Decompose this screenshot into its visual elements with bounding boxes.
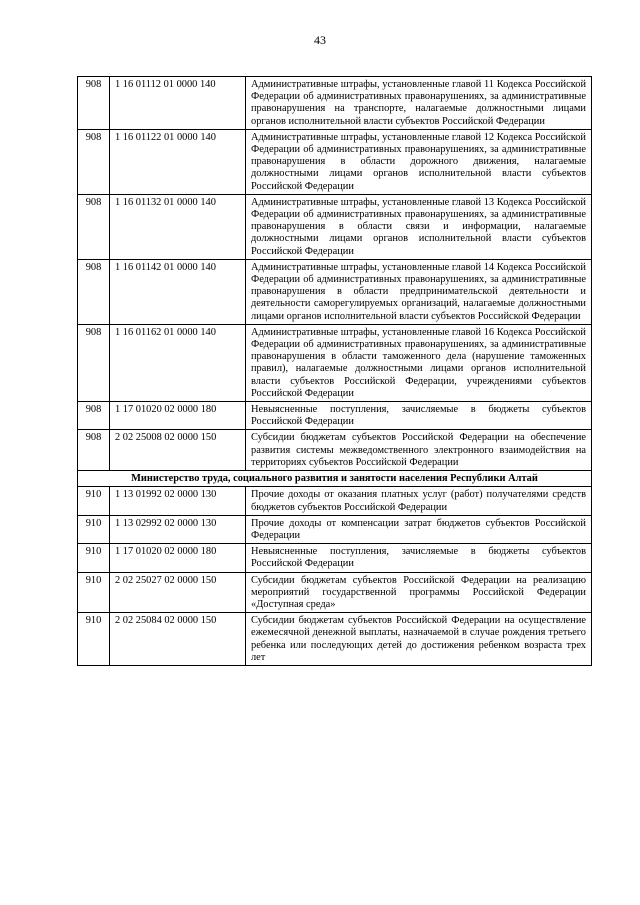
budget-code: 1 16 01142 01 0000 140 <box>110 259 246 324</box>
table-row <box>78 77 592 130</box>
table-row <box>78 544 592 572</box>
table-row <box>78 515 592 543</box>
revenue-description: Субсидии бюджетам субъектов Российской Федерации на реализацию мероприятий государственной программы Российской Федерации «Доступная среда» <box>246 572 592 613</box>
table-row <box>78 613 592 666</box>
budget-code: 2 02 25008 02 0000 150 <box>110 430 246 471</box>
budget-code: 1 16 01122 01 0000 140 <box>110 129 246 194</box>
revenue-description: Невыясненные поступления, зачисляемые в бюджеты субъектов Российской Федерации <box>246 544 592 572</box>
admin-code: 910 <box>78 515 110 543</box>
table-row <box>78 194 592 259</box>
admin-code: 908 <box>78 194 110 259</box>
revenue-description: Прочие доходы от оказания платных услуг (работ) получателями средств бюджетов субъектов Российской Федерации <box>246 487 592 515</box>
admin-code: 908 <box>78 259 110 324</box>
admin-code: 908 <box>78 324 110 401</box>
revenue-codes-table <box>77 76 592 666</box>
budget-code: 1 16 01132 01 0000 140 <box>110 194 246 259</box>
budget-code: 1 13 01992 02 0000 130 <box>110 487 246 515</box>
admin-code: 910 <box>78 572 110 613</box>
admin-code: 910 <box>78 544 110 572</box>
budget-code: 1 17 01020 02 0000 180 <box>110 544 246 572</box>
admin-code: 908 <box>78 430 110 471</box>
table-row <box>78 430 592 471</box>
budget-code: 1 16 01162 01 0000 140 <box>110 324 246 401</box>
revenue-description: Административные штрафы, установленные главой 14 Кодекса Российской Федерации об административных правонарушениях, за административные правонарушения в области предпринимательской деятельности и деятельности саморегулируемых организаций, налагаемые должностными лицами органов исполнительной власти субъектов Российской Федерации <box>246 259 592 324</box>
admin-code: 908 <box>78 77 110 130</box>
revenue-description: Невыясненные поступления, зачисляемые в бюджеты субъектов Российской Федерации <box>246 402 592 430</box>
admin-code: 910 <box>78 613 110 666</box>
admin-code: 908 <box>78 129 110 194</box>
budget-code: 2 02 25084 02 0000 150 <box>110 613 246 666</box>
budget-code: 1 13 02992 02 0000 130 <box>110 515 246 543</box>
table-row <box>78 324 592 401</box>
revenue-description: Субсидии бюджетам субъектов Российской Федерации на обеспечение развития системы межведомственного электронного взаимодействия на территориях субъектов Российской Федерации <box>246 430 592 471</box>
admin-code: 908 <box>78 402 110 430</box>
revenue-description: Административные штрафы, установленные главой 16 Кодекса Российской Федерации об административных правонарушениях, за административные правонарушения в области таможенного дела (нарушение таможенных правил), налагаемые должностными лицами органов исполнительной власти субъектов Российской Федерации, учреждениями субъектов Российской Федерации <box>246 324 592 401</box>
revenue-description: Административные штрафы, установленные главой 12 Кодекса Российской Федерации об административных правонарушениях, за административные правонарушения в области дорожного движения, налагаемые должностными лицами органов исполнительной власти субъектов Российской Федерации <box>246 129 592 194</box>
section-header-row <box>78 471 592 487</box>
table-row <box>78 129 592 194</box>
budget-code: 1 16 01112 01 0000 140 <box>110 77 246 130</box>
table-row <box>78 259 592 324</box>
admin-code: 910 <box>78 487 110 515</box>
revenue-description: Прочие доходы от компенсации затрат бюджетов субъектов Российской Федерации <box>246 515 592 543</box>
revenue-description: Субсидии бюджетам субъектов Российской Федерации на осуществление ежемесячной денежной выплаты, назначаемой в случае рождения третьего ребенка или последующих детей до достижения ребенком возраста трех лет <box>246 613 592 666</box>
table-row <box>78 572 592 613</box>
page-number: 43 <box>314 33 326 47</box>
revenue-description: Административные штрафы, установленные главой 13 Кодекса Российской Федерации об административных правонарушениях, за административные правонарушения в области связи и информации, налагаемые должностными лицами органов исполнительной власти субъектов Российской Федерации <box>246 194 592 259</box>
section-title: Министерство труда, социального развития и занятости населения Республики Алтай <box>78 471 592 487</box>
table-row <box>78 487 592 515</box>
budget-code: 1 17 01020 02 0000 180 <box>110 402 246 430</box>
table-row <box>78 402 592 430</box>
budget-code: 2 02 25027 02 0000 150 <box>110 572 246 613</box>
revenue-description: Административные штрафы, установленные главой 11 Кодекса Российской Федерации об административных правонарушениях, за административные правонарушения на транспорте, налагаемые должностными лицами органов исполнительной власти субъектов Российской Федерации <box>246 77 592 130</box>
